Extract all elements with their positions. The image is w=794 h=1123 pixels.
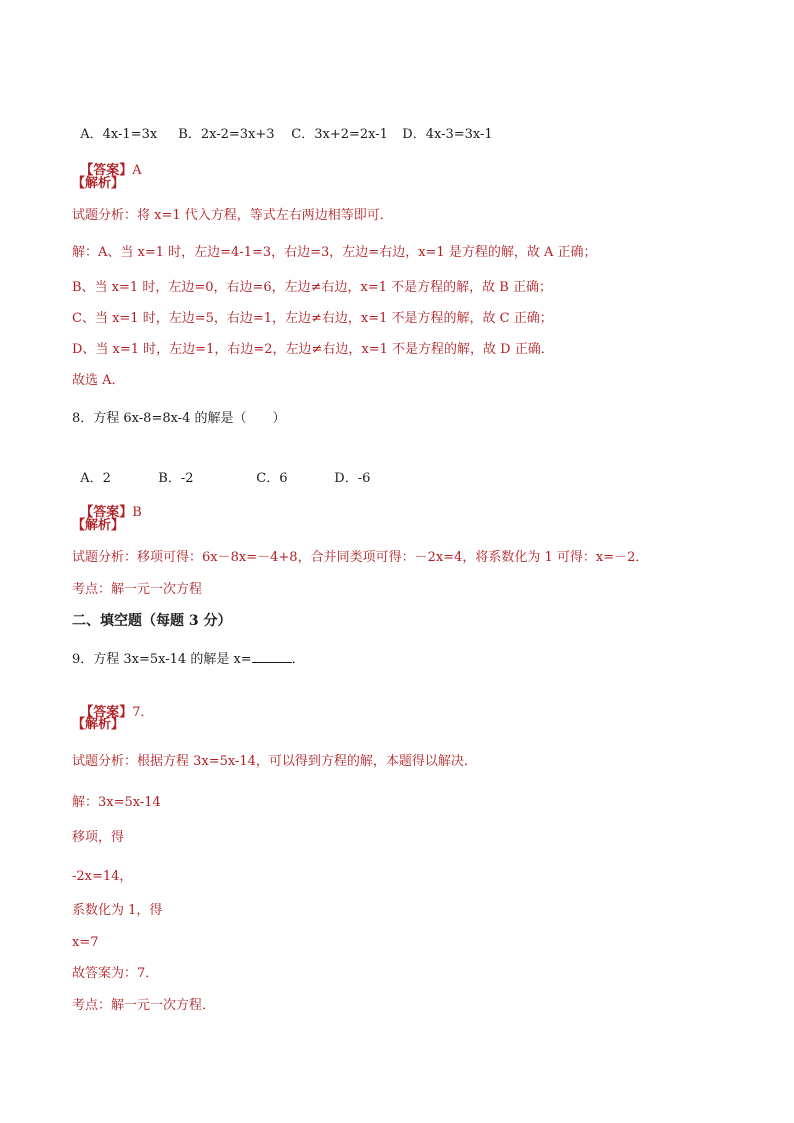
q7-option-b: B．2x-2=3x+3	[178, 127, 275, 142]
q9-step-3: -2x=14，	[72, 869, 133, 884]
q7-options-row	[72, 108, 493, 144]
q8-analysis-tag: 【解析】	[72, 518, 125, 533]
q8-options-row	[72, 452, 370, 488]
answer-tag: 【答案】	[80, 163, 133, 178]
equation-2: －2x=4	[414, 550, 463, 565]
section-heading: 二、填空题（每题 3 分）	[72, 613, 232, 629]
q7-option-a: A．4x-1=3x	[80, 127, 158, 142]
q7-solution-b: B、当 x=1 时，左边=0，右边=6，左边≠右边，x=1 不是方程的解，故 B 正确；	[72, 280, 552, 295]
q8-point: 考点：解一元一次方程	[72, 582, 203, 597]
q9-stem-text: 9．方程 3x=5x-14 的解是 x=	[72, 652, 252, 667]
q9-step-6: 故答案为：7．	[72, 966, 159, 981]
answer-tag: 【答案】	[80, 705, 133, 720]
q7-analysis-tag: 【解析】	[72, 176, 125, 191]
q8-option-a: A．2	[80, 471, 111, 486]
q7-solution-d: D、当 x=1 时，左边=1，右边=2，左边≠右边，x=1 不是方程的解，故 D 正确．	[72, 342, 554, 357]
analysis-end: ．	[635, 550, 649, 565]
q8-stem: 8．方程 6x-8=8x-4 的解是（ ）	[72, 411, 286, 426]
answer-tag: 【答案】	[80, 505, 133, 520]
analysis-prefix: 试题分析：移项可得：	[72, 550, 203, 565]
q8-option-b: B．-2	[158, 471, 194, 486]
q9-analysis-tag: 【解析】	[72, 717, 125, 732]
equation-1: 6x－8x=－4+8	[202, 550, 298, 565]
q9-stem-end: ．	[291, 652, 305, 667]
q9-step-5: x=7	[72, 935, 99, 950]
q8-option-c: C．6	[256, 471, 288, 486]
q9-step-4: 系数化为 1，得	[72, 903, 163, 918]
answer-value: A	[132, 163, 142, 178]
answer-value: 7．	[132, 705, 154, 720]
q9-analysis-text: 试题分析：根据方程 3x=5x-14，可以得到方程的解，本题得以解决．	[72, 754, 477, 769]
q9-stem	[72, 650, 305, 669]
answer-value: B	[132, 505, 142, 520]
q7-solution-a: 解：A、当 x=1 时，左边=4-1=3，右边=3，左边=右边，x=1 是方程的解，故 A 正确；	[72, 245, 597, 260]
q8-analysis-text	[72, 549, 648, 567]
q7-solution-c: C、当 x=1 时，左边=5，右边=1，左边≠右边，x=1 不是方程的解，故 C 正确；	[72, 311, 553, 326]
q7-analysis-text: 试题分析：将 x=1 代入方程，等式左右两边相等即可．	[72, 208, 393, 223]
analysis-mid2: ，将系数化为 1 可得：	[462, 550, 596, 565]
q7-option-d: D．4x-3=3x-1	[402, 127, 493, 142]
q7-option-c: C．3x+2=2x-1	[291, 127, 388, 142]
q9-step-1: 解：3x=5x-14	[72, 795, 161, 810]
answer-blank	[252, 650, 292, 663]
equation-3: x=－2	[595, 550, 636, 565]
analysis-mid: ，合并同类项可得：	[297, 550, 415, 565]
q8-option-d: D．-6	[334, 471, 371, 486]
q7-choice: 故选 A．	[72, 373, 125, 388]
q9-point: 考点：解一元一次方程．	[72, 998, 216, 1013]
q9-step-2: 移项，得	[72, 830, 125, 845]
